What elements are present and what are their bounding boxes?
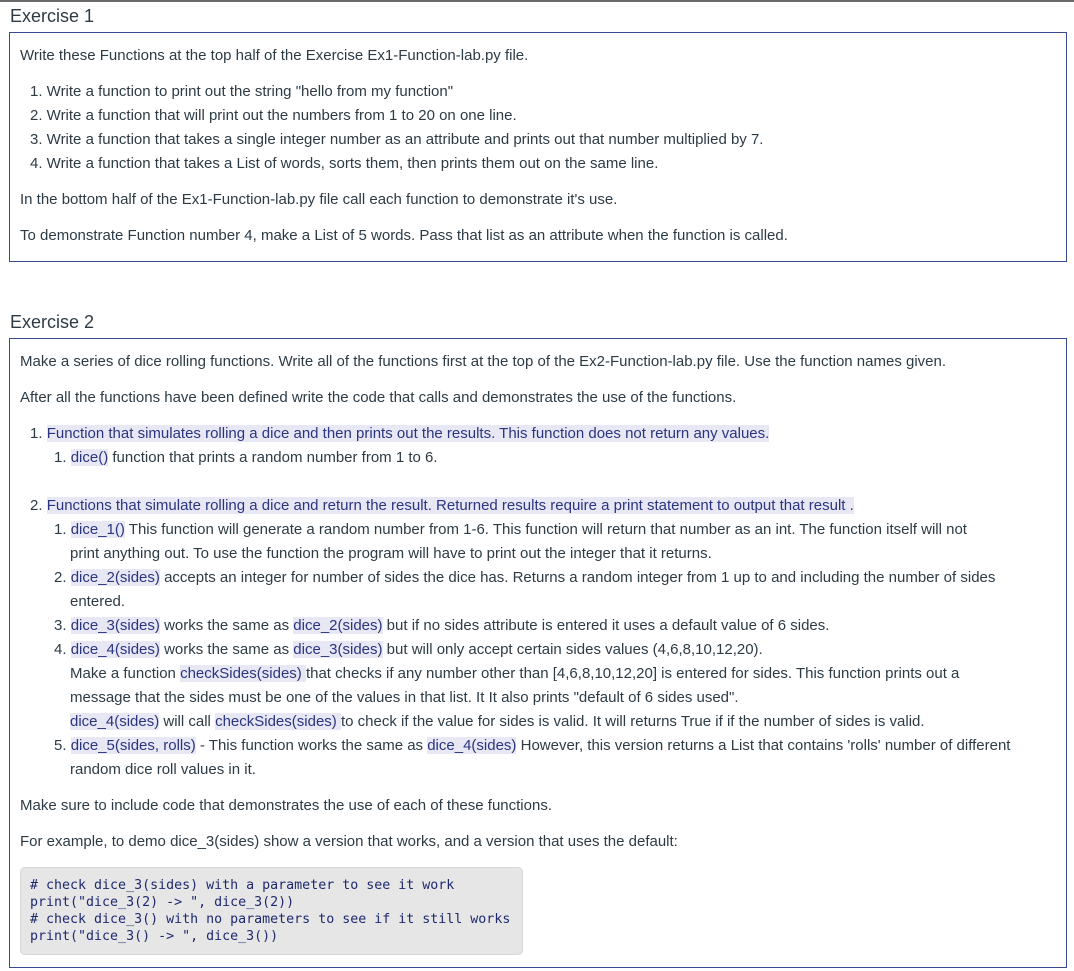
list-number: 5. — [54, 737, 67, 754]
function-name: dice_3(sides) — [70, 617, 160, 634]
item-text: but if no sides attribute is entered it uses a default value of 6 sides. — [382, 617, 830, 634]
list-number: 3. — [54, 617, 67, 634]
item-text: However, this version returns a List that contains 'rolls' number of different — [516, 737, 1011, 754]
function-name: dice_4(sides) — [427, 737, 517, 754]
ex2-item-5 — [54, 736, 1010, 756]
ex2-section-2 — [30, 496, 854, 516]
ex2-item-4 — [54, 640, 763, 660]
ex2-item-3 — [54, 616, 829, 636]
item-text: function that prints a random number from 1 to 6. — [108, 449, 438, 466]
function-name: checkSides(sides) — [215, 713, 341, 730]
ex2-item-4-cont-2: message that the sides must be one of the values in that list. It It also prints "default of 6 sides used". — [70, 689, 739, 706]
function-name: dice_3(sides) — [293, 641, 383, 658]
item-text: but will only accept certain sides values (4,6,8,10,12,20). — [382, 641, 763, 658]
item-text: to check if the value for sides is valid. It will returns True if if the number of sides is valid. — [340, 713, 925, 730]
section-2-heading: Functions that simulate rolling a dice and return the result. Returned results require a print statement to output that result . — [46, 497, 854, 514]
item-text: - This function works the same as — [195, 737, 428, 754]
ex1-item-3: 3. Write a function that takes a single integer number as an attribute and prints out that number multiplied by 7. — [30, 131, 764, 148]
function-name: dice_5(sides, rolls) — [70, 737, 196, 754]
function-name: dice_4(sides) — [70, 641, 160, 658]
ex2-outro-2: For example, to demo dice_3(sides) show a version that works, and a version that uses the default: — [20, 833, 678, 850]
ex1-intro: Write these Functions at the top half of the Exercise Ex1-Function-lab.py file. — [20, 47, 529, 64]
ex2-outro-1: Make sure to include code that demonstrates the use of each of these functions. — [20, 797, 552, 814]
item-text: that checks if any number other than [4,6,8,10,12,20] is entered for sides. This function prints out a — [305, 665, 960, 682]
list-number: 2. — [54, 569, 67, 586]
ex2-intro-2: After all the functions have been defined write the code that calls and demonstrates the use of the functions. — [20, 389, 737, 406]
item-text: This function will generate a random number from 1-6. This function will return that number as an int. The function itself will not — [124, 521, 967, 538]
list-number: 2. — [30, 497, 43, 514]
list-number: 1. — [54, 521, 67, 538]
ex2-section-1-item — [54, 448, 438, 468]
function-name: dice_2(sides) — [293, 617, 383, 634]
ex1-item-2: 2. Write a function that will print out the numbers from 1 to 20 on one line. — [30, 107, 517, 124]
ex2-item-2-cont: entered. — [70, 593, 126, 610]
function-name: dice_4(sides) — [70, 713, 160, 730]
ex1-paragraph-1: In the bottom half of the Ex1-Function-lab.py file call each function to demonstrate it's use. — [20, 191, 618, 208]
item-text: will call — [159, 713, 216, 730]
top-divider — [0, 0, 1074, 2]
code-line-2: print("dice_3(2) -> ", dice_3(2)) — [30, 895, 295, 910]
ex1-item-4: 4. Write a function that takes a List of words, sorts them, then prints them out on the same line. — [30, 155, 659, 172]
exercise-1-title: Exercise 1 — [10, 6, 95, 26]
exercise-2-title: Exercise 2 — [10, 312, 95, 332]
ex2-item-1-cont: print anything out. To use the function the program will have to print out the integer that it returns. — [70, 545, 712, 562]
code-line-4: print("dice_3() -> ", dice_3()) — [30, 929, 279, 944]
item-text: works the same as — [159, 641, 294, 658]
item-text: Make a function — [70, 665, 181, 682]
function-name: dice_1() — [70, 521, 125, 538]
ex2-item-2 — [54, 568, 995, 588]
ex2-section-1 — [30, 424, 769, 444]
ex1-item-1: 1. Write a function to print out the string "hello from my function" — [30, 83, 454, 100]
item-text: accepts an integer for number of sides the dice has. Returns a random integer from 1 up to and including the number of sides — [159, 569, 996, 586]
code-line-1: # check dice_3(sides) with a parameter to see it work — [30, 878, 455, 893]
ex2-item-5-cont: random dice roll values in it. — [70, 761, 256, 778]
ex2-intro: Make a series of dice rolling functions. Write all of the functions first at the top of the Ex2-Function-lab.py file. Use the function names given. — [20, 353, 947, 370]
ex2-item-1 — [54, 520, 967, 540]
list-number: 1. — [54, 449, 67, 466]
list-number: 4. — [54, 641, 67, 658]
function-name: checkSides(sides) — [180, 665, 306, 682]
function-name: dice() — [70, 449, 109, 466]
ex2-item-4-cont-3 — [70, 712, 925, 732]
item-text: works the same as — [159, 617, 294, 634]
code-line-3: # check dice_3() with no parameters to see if it still works — [30, 912, 511, 927]
section-1-heading: Function that simulates rolling a dice and then prints out the results. This function does not return any values. — [46, 425, 770, 442]
function-name: dice_2(sides) — [70, 569, 160, 586]
ex1-paragraph-2: To demonstrate Function number 4, make a List of 5 words. Pass that list as an attribute when the function is called. — [20, 227, 788, 244]
list-number: 1. — [30, 425, 43, 442]
ex2-item-4-cont-1 — [70, 664, 959, 684]
